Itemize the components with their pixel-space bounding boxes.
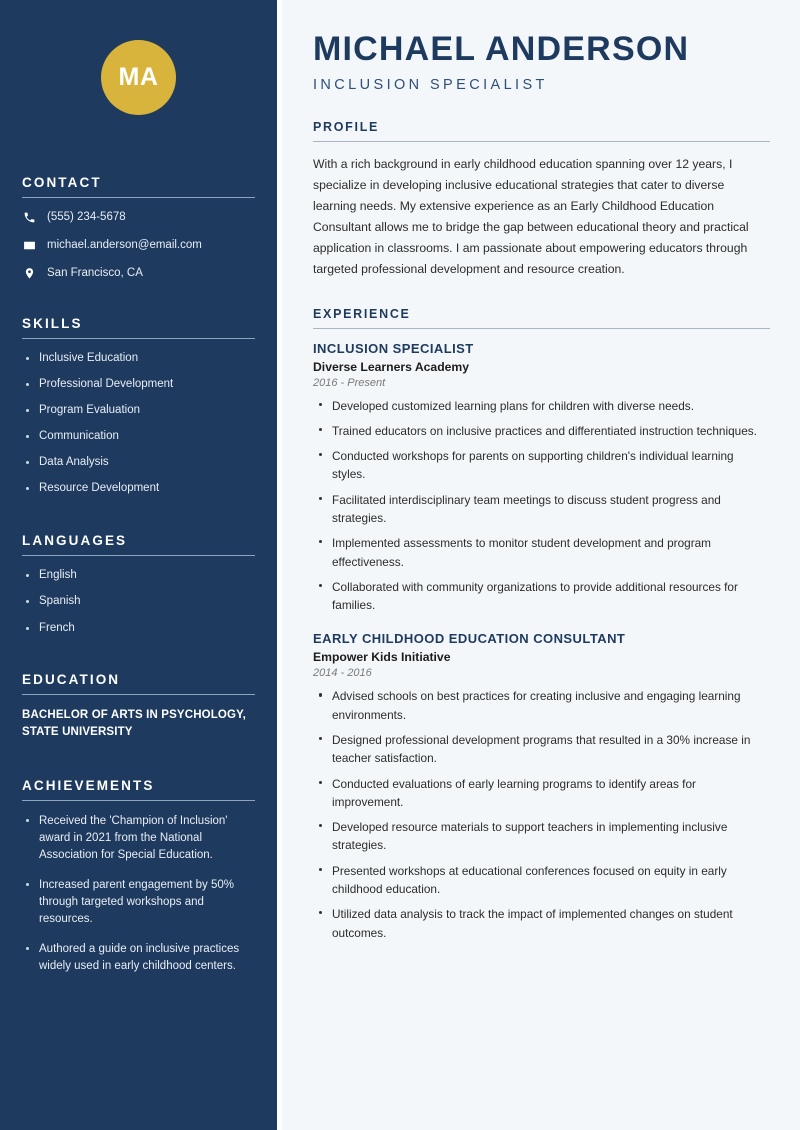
- list-item: Developed customized learning plans for children with diverse needs.: [313, 397, 770, 415]
- list-item: Utilized data analysis to track the impact of implemented changes on student outcomes.: [313, 905, 770, 942]
- experience-heading: EXPERIENCE: [313, 306, 411, 321]
- page-title: MICHAEL ANDERSON: [313, 30, 690, 68]
- contact-phone-value: (555) 234-5678: [47, 211, 126, 223]
- skills-heading: SKILLS: [22, 316, 83, 331]
- list-item: Received the 'Champion of Inclusion' award in 2021 from the National Association for Special Education.: [22, 813, 255, 864]
- contact-section: [22, 175, 255, 280]
- education-divider: [22, 694, 255, 695]
- list-item: Designed professional development programs that resulted in a 30% increase in teacher satisfaction.: [313, 731, 770, 768]
- list-item: Professional Development: [22, 377, 255, 393]
- phone-icon: [22, 210, 36, 224]
- list-item: Conducted evaluations of early learning programs to identify areas for improvement.: [313, 775, 770, 812]
- contact-email-row: [22, 238, 255, 252]
- experience-entry: [313, 631, 770, 941]
- main-content: [282, 0, 800, 1130]
- list-item: Facilitated interdisciplinary team meetings to discuss student progress and strategies.: [313, 491, 770, 528]
- list-item: Communication: [22, 429, 255, 445]
- languages-section: [22, 533, 255, 637]
- languages-list: [22, 568, 255, 637]
- achievements-heading: ACHIEVEMENTS: [22, 777, 155, 793]
- profile-divider: [313, 141, 770, 142]
- skills-list: [22, 351, 255, 497]
- list-item: Spanish: [22, 594, 255, 610]
- contact-phone-row: [22, 210, 255, 224]
- list-item: Conducted workshops for parents on supporting children's individual learning styles.: [313, 447, 770, 484]
- education-section: [22, 672, 255, 742]
- list-item: Presented workshops at educational conferences focused on equity in early childhood education.: [313, 862, 770, 899]
- header-subtitle: INCLUSION SPECIALIST: [313, 76, 548, 93]
- contact-email-value: michael.anderson@email.com: [47, 239, 202, 251]
- achievements-section: [22, 778, 255, 975]
- location-pin-icon: [22, 266, 36, 280]
- education-entry: BACHELOR OF ARTS IN PSYCHOLOGY, STATE UNIVERSITY: [22, 709, 247, 739]
- list-item: English: [22, 568, 255, 584]
- contact-heading: CONTACT: [22, 175, 102, 190]
- achievements-divider: [22, 800, 255, 801]
- skills-section: [22, 316, 255, 497]
- experience-divider: [313, 328, 770, 329]
- sidebar: [0, 0, 277, 1130]
- list-item: Advised schools on best practices for creating inclusive and engaging learning environments.: [313, 687, 770, 724]
- list-item: Trained educators on inclusive practices and differentiated instruction techniques.: [313, 422, 770, 440]
- experience-section: [313, 307, 770, 942]
- skills-divider: [22, 338, 255, 339]
- contact-divider: [22, 197, 255, 198]
- list-item: Increased parent engagement by 50% through targeted workshops and resources.: [22, 877, 255, 928]
- education-heading: EDUCATION: [22, 672, 121, 688]
- job-bullets: [313, 397, 770, 615]
- profile-heading: PROFILE: [313, 119, 380, 134]
- job-dates: 2016 - Present: [313, 376, 386, 389]
- contact-location-row: [22, 266, 255, 280]
- languages-heading: LANGUAGES: [22, 532, 128, 548]
- list-item: Authored a guide on inclusive practices widely used in early childhood centers.: [22, 941, 255, 975]
- list-item: Developed resource materials to support teachers in implementing inclusive strategies.: [313, 818, 770, 855]
- list-item: Data Analysis: [22, 455, 255, 471]
- contact-location-value: San Francisco, CA: [47, 267, 143, 279]
- job-bullets: [313, 687, 770, 941]
- list-item: Program Evaluation: [22, 403, 255, 419]
- job-company: Empower Kids Initiative: [313, 650, 451, 665]
- job-title: EARLY CHILDHOOD EDUCATION CONSULTANT: [313, 631, 626, 647]
- list-item: Resource Development: [22, 481, 255, 497]
- job-dates: 2014 - 2016: [313, 667, 372, 680]
- avatar-container: [22, 0, 255, 115]
- envelope-icon: [22, 238, 36, 252]
- profile-text: With a rich background in early childhood education spanning over 12 years, I specialize in developing inclusive educational strategies that cater to diverse learning needs. My extensive experience as an Early Childhood Education Consultant allows me to bridge the gap between educational theory and practical application in classrooms. I am passionate about empowering educators through targeted professional development and resource creation.: [313, 156, 749, 276]
- list-item: Collaborated with community organizations to provide additional resources for families.: [313, 578, 770, 615]
- avatar: MA: [101, 40, 176, 115]
- list-item: Implemented assessments to monitor student development and program effectiveness.: [313, 534, 770, 571]
- profile-section: [313, 120, 770, 280]
- job-company: Diverse Learners Academy: [313, 359, 470, 374]
- list-item: Inclusive Education: [22, 351, 255, 367]
- list-item: French: [22, 621, 255, 637]
- job-title: INCLUSION SPECIALIST: [313, 340, 474, 356]
- achievements-list: [22, 813, 255, 975]
- experience-entry: [313, 341, 770, 615]
- languages-divider: [22, 555, 255, 556]
